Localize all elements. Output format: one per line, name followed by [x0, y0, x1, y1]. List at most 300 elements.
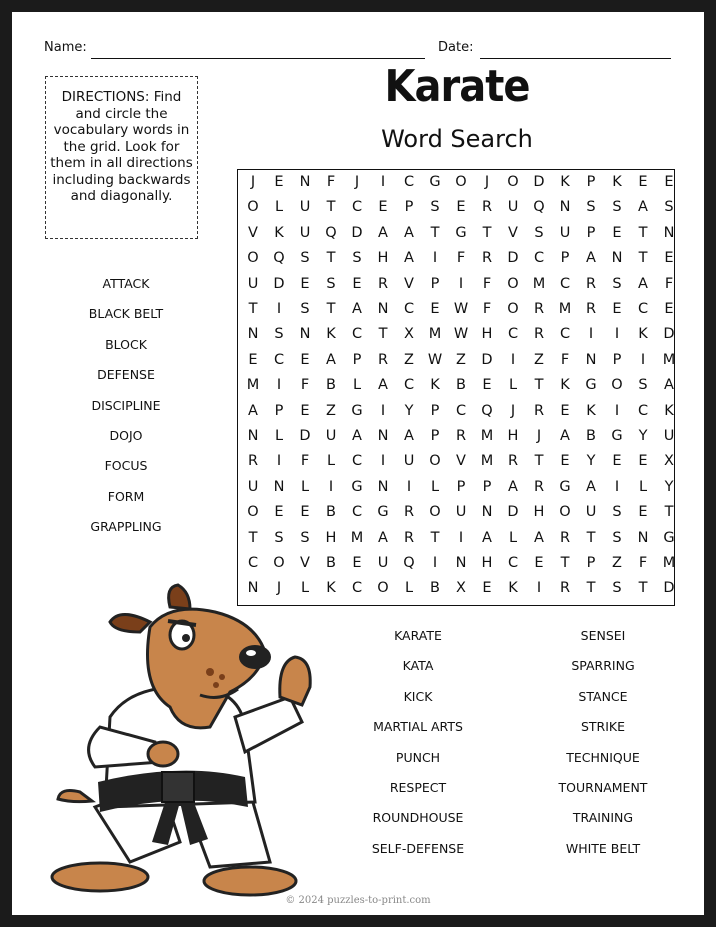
grid-letter: D: [273, 275, 285, 292]
grid-letter: U: [455, 504, 467, 521]
grid-letter: G: [351, 478, 363, 495]
word-list-middle: [356, 628, 480, 871]
grid-letter: E: [248, 351, 258, 368]
grid-letter: I: [614, 478, 620, 495]
grid-letter: M: [532, 275, 546, 292]
grid-letter: P: [404, 199, 414, 216]
grid-row: [240, 250, 682, 266]
grid-letter: L: [430, 478, 440, 495]
grid-letter: R: [403, 529, 415, 546]
grid-letter: C: [403, 377, 415, 394]
grid-letter: R: [559, 529, 571, 546]
vocab-word: DOJO: [109, 427, 143, 443]
grid-row: [240, 479, 682, 495]
grid-letter: C: [559, 326, 571, 343]
vocab-word: BLOCK: [105, 336, 147, 352]
grid-letter: U: [663, 428, 675, 444]
grid-letter: H: [507, 428, 519, 444]
grid-letter: F: [456, 250, 466, 267]
grid-letter: Z: [612, 555, 622, 571]
grid-letter: N: [611, 250, 623, 267]
grid-letter: N: [637, 529, 649, 546]
word-search-grid: [237, 169, 675, 606]
grid-letter: R: [585, 275, 597, 292]
grid-letter: K: [326, 326, 336, 343]
vocab-word: TRAINING: [572, 810, 634, 826]
grid-letter: C: [351, 199, 363, 216]
grid-letter: F: [638, 555, 648, 571]
grid-letter: E: [612, 453, 622, 470]
grid-letter: B: [430, 580, 440, 597]
grid-letter: E: [482, 580, 492, 597]
vocab-word: WHITE BELT: [565, 840, 641, 856]
grid-letter: N: [299, 174, 311, 190]
grid-letter: F: [482, 301, 492, 317]
grid-letter: L: [508, 377, 518, 394]
grid-letter: K: [326, 580, 336, 597]
vocab-word: DISCIPLINE: [91, 397, 161, 413]
grid-letter: S: [300, 250, 310, 267]
grid-letter: K: [430, 377, 440, 394]
grid-letter: K: [560, 174, 570, 190]
grid-letter: O: [377, 580, 389, 597]
grid-letter: J: [484, 174, 490, 190]
grid-letter: S: [612, 529, 622, 546]
grid-letter: H: [481, 555, 493, 571]
grid-letter: I: [458, 529, 464, 546]
grid-letter: P: [430, 428, 440, 444]
vocab-word: KARATE: [394, 628, 442, 643]
grid-row: [240, 276, 682, 292]
grid-letter: E: [638, 453, 648, 470]
grid-letter: P: [482, 478, 492, 495]
grid-letter: O: [247, 199, 259, 216]
grid-letter: I: [276, 301, 282, 317]
grid-letter: J: [510, 402, 516, 419]
grid-letter: B: [326, 504, 336, 521]
grid-letter: R: [533, 478, 545, 495]
grid-letter: W: [427, 351, 443, 368]
vocab-word: FOCUS: [104, 458, 148, 474]
vocab-word: KICK: [403, 688, 433, 704]
vocab-word: SELF-DEFENSE: [371, 840, 465, 856]
grid-letter: Q: [403, 555, 415, 571]
grid-letter: S: [274, 529, 284, 546]
grid-letter: C: [351, 453, 363, 470]
grid-letter: T: [378, 326, 388, 343]
vocab-word: STANCE: [578, 688, 628, 704]
grid-letter: E: [560, 402, 570, 419]
grid-letter: N: [663, 224, 675, 241]
grid-letter: S: [612, 504, 622, 521]
vocab-word: BLACK BELT: [88, 306, 164, 322]
grid-letter: J: [276, 580, 282, 597]
grid-letter: C: [273, 351, 285, 368]
grid-letter: E: [300, 351, 310, 368]
grid-letter: B: [586, 428, 596, 444]
grid-letter: L: [274, 199, 284, 216]
grid-letter: R: [377, 351, 389, 368]
grid-letter: K: [274, 224, 284, 241]
grid-letter: L: [326, 453, 336, 470]
grid-letter: O: [507, 301, 519, 317]
vocab-word: DEFENSE: [97, 367, 155, 383]
grid-letter: T: [430, 224, 440, 241]
grid-letter: S: [612, 580, 622, 597]
grid-letter: U: [299, 224, 311, 241]
grid-letter: A: [352, 301, 362, 317]
grid-letter: E: [638, 174, 648, 190]
vocab-word: TOURNAMENT: [558, 779, 648, 795]
grid-letter: A: [482, 529, 492, 546]
grid-letter: S: [586, 199, 596, 216]
grid-letter: A: [404, 224, 414, 241]
vocab-word: RESPECT: [389, 779, 447, 795]
grid-letter: U: [559, 224, 571, 241]
grid-letter: Y: [664, 478, 674, 495]
grid-letter: I: [432, 555, 438, 571]
grid-letter: P: [274, 402, 284, 419]
grid-letter: G: [455, 224, 467, 241]
grid-letter: C: [403, 174, 415, 190]
grid-letter: C: [559, 275, 571, 292]
grid-letter: R: [247, 453, 259, 470]
grid-letter: F: [300, 453, 310, 470]
grid-letter: F: [482, 275, 492, 292]
vocab-word: TECHNIQUE: [566, 749, 640, 765]
grid-letter: O: [247, 504, 259, 521]
grid-letter: T: [430, 529, 440, 546]
grid-letter: N: [377, 301, 389, 317]
grid-letter: W: [453, 326, 469, 343]
grid-letter: O: [507, 174, 519, 190]
vocab-word: FORM: [107, 488, 145, 504]
grid-letter: E: [612, 301, 622, 317]
grid-row: [240, 453, 682, 469]
grid-letter: C: [351, 326, 363, 343]
grid-letter: H: [325, 529, 337, 546]
grid-letter: E: [534, 555, 544, 571]
grid-letter: L: [300, 478, 310, 495]
grid-letter: R: [507, 453, 519, 470]
grid-letter: A: [326, 351, 336, 368]
grid-letter: A: [638, 199, 648, 216]
grid-letter: N: [455, 555, 467, 571]
grid-row: [240, 428, 682, 444]
grid-letter: R: [377, 275, 389, 292]
grid-row: [240, 530, 682, 546]
grid-letter: D: [533, 174, 545, 190]
directions-box: DIRECTIONS: Find and circle the vocabulary words in the grid. Look for them in all directions including backwards and diagonally.: [45, 76, 198, 239]
grid-letter: T: [664, 504, 674, 521]
grid-letter: O: [429, 453, 441, 470]
page-subtitle: Word Search: [381, 125, 533, 153]
grid-letter: F: [326, 174, 336, 190]
grid-letter: A: [378, 224, 388, 241]
grid-letter: K: [586, 402, 596, 419]
grid-letter: R: [481, 250, 493, 267]
grid-letter: P: [352, 351, 362, 368]
grid-row: [240, 555, 682, 571]
grid-letter: E: [664, 301, 674, 317]
grid-letter: K: [508, 580, 518, 597]
grid-letter: M: [480, 428, 494, 444]
grid-letter: G: [351, 402, 363, 419]
grid-letter: E: [274, 504, 284, 521]
grid-letter: I: [380, 402, 386, 419]
grid-letter: T: [586, 529, 596, 546]
grid-letter: T: [638, 580, 648, 597]
grid-letter: E: [664, 174, 674, 190]
name-label: Name:: [44, 40, 87, 55]
grid-letter: A: [664, 377, 674, 394]
grid-letter: T: [326, 250, 336, 267]
grid-letter: O: [507, 275, 519, 292]
grid-letter: T: [248, 301, 258, 317]
grid-letter: N: [247, 326, 259, 343]
grid-letter: A: [534, 529, 544, 546]
grid-letter: U: [377, 555, 389, 571]
grid-letter: R: [481, 199, 493, 216]
grid-letter: I: [380, 174, 386, 190]
grid-letter: K: [664, 402, 674, 419]
grid-letter: E: [352, 275, 362, 292]
grid-letter: D: [299, 428, 311, 444]
vocab-word: SPARRING: [571, 658, 635, 674]
vocab-word: PUNCH: [395, 749, 441, 765]
vocab-word: MARTIAL ARTS: [373, 719, 463, 735]
grid-letter: R: [533, 326, 545, 343]
grid-letter: D: [663, 580, 675, 597]
grid-letter: P: [430, 275, 440, 292]
grid-letter: S: [274, 326, 284, 343]
grid-letter: N: [247, 580, 259, 597]
grid-letter: S: [352, 250, 362, 267]
grid-letter: S: [612, 275, 622, 292]
grid-letter: U: [299, 199, 311, 216]
karate-dog-illustration: [40, 577, 330, 897]
grid-letter: U: [585, 504, 597, 521]
grid-letter: S: [300, 301, 310, 317]
grid-letter: T: [326, 199, 336, 216]
grid-letter: R: [559, 580, 571, 597]
grid-letter: M: [246, 377, 260, 394]
grid-letter: E: [664, 250, 674, 267]
page-title: Karate: [384, 62, 530, 112]
grid-letter: S: [664, 199, 674, 216]
grid-letter: T: [248, 529, 258, 546]
grid-letter: M: [558, 301, 572, 317]
grid-letter: V: [508, 224, 518, 241]
grid-letter: A: [378, 377, 388, 394]
grid-letter: P: [560, 250, 570, 267]
grid-letter: T: [638, 224, 648, 241]
grid-letter: P: [612, 351, 622, 368]
grid-letter: Z: [326, 402, 336, 419]
grid-letter: I: [588, 326, 594, 343]
vocab-word: GRAPPLING: [90, 519, 162, 535]
grid-row: [240, 225, 682, 241]
grid-letter: R: [585, 301, 597, 317]
grid-letter: H: [377, 250, 389, 267]
grid-letter: V: [248, 224, 258, 241]
grid-letter: S: [300, 529, 310, 546]
worksheet: [12, 12, 704, 915]
grid-letter: E: [482, 377, 492, 394]
grid-letter: I: [432, 250, 438, 267]
grid-letter: S: [534, 224, 544, 241]
grid-letter: H: [533, 504, 545, 521]
grid-letter: V: [456, 453, 466, 470]
grid-row: [240, 199, 682, 215]
grid-letter: Y: [638, 428, 648, 444]
grid-letter: E: [352, 555, 362, 571]
vocab-word: ROUNDHOUSE: [372, 810, 464, 826]
grid-letter: O: [559, 504, 571, 521]
grid-letter: A: [404, 250, 414, 267]
grid-letter: F: [300, 377, 310, 394]
grid-letter: I: [614, 402, 620, 419]
grid-letter: Q: [481, 402, 493, 419]
grid-letter: A: [586, 250, 596, 267]
vocab-word: STRIKE: [580, 719, 626, 735]
grid-letter: O: [429, 504, 441, 521]
grid-letter: V: [404, 275, 414, 292]
grid-letter: C: [247, 555, 259, 571]
grid-letter: A: [560, 428, 570, 444]
grid-letter: B: [326, 555, 336, 571]
date-line: [480, 58, 671, 59]
grid-letter: L: [404, 580, 414, 597]
grid-letter: P: [586, 174, 596, 190]
grid-letter: G: [663, 529, 675, 546]
grid-letter: D: [663, 326, 675, 343]
grid-letter: C: [637, 301, 649, 317]
grid-letter: A: [508, 478, 518, 495]
name-line: [91, 58, 425, 59]
grid-letter: A: [404, 428, 414, 444]
grid-letter: D: [507, 250, 519, 267]
grid-letter: L: [300, 580, 310, 597]
grid-letter: T: [560, 555, 570, 571]
grid-letter: I: [536, 580, 542, 597]
grid-row: [240, 352, 682, 368]
grid-letter: S: [612, 199, 622, 216]
grid-letter: Y: [586, 453, 596, 470]
grid-letter: U: [403, 453, 415, 470]
grid-letter: N: [273, 478, 285, 495]
grid-letter: F: [560, 351, 570, 368]
grid-row: [240, 504, 682, 520]
grid-letter: I: [406, 478, 412, 495]
grid-letter: N: [585, 351, 597, 368]
grid-letter: I: [458, 275, 464, 292]
grid-letter: N: [559, 199, 571, 216]
grid-letter: S: [326, 275, 336, 292]
grid-letter: S: [430, 199, 440, 216]
grid-letter: C: [637, 402, 649, 419]
grid-letter: E: [300, 402, 310, 419]
vocab-word: ATTACK: [102, 276, 150, 291]
grid-letter: P: [586, 555, 596, 571]
grid-letter: T: [326, 301, 336, 317]
grid-letter: A: [352, 428, 362, 444]
grid-letter: E: [378, 199, 388, 216]
grid-letter: N: [247, 428, 259, 444]
grid-letter: E: [560, 453, 570, 470]
grid-letter: E: [300, 275, 310, 292]
grid-letter: U: [247, 478, 259, 495]
grid-letter: Q: [325, 224, 337, 241]
grid-letter: O: [611, 377, 623, 394]
grid-letter: A: [586, 478, 596, 495]
grid-letter: D: [481, 351, 493, 368]
grid-letter: B: [326, 377, 336, 394]
grid-letter: S: [638, 377, 648, 394]
grid-letter: G: [429, 174, 441, 190]
grid-letter: U: [247, 275, 259, 292]
grid-letter: L: [274, 428, 284, 444]
grid-letter: N: [377, 428, 389, 444]
grid-row: [240, 326, 682, 342]
grid-letter: O: [455, 174, 467, 190]
grid-letter: X: [404, 326, 414, 343]
grid-letter: K: [612, 174, 622, 190]
grid-letter: E: [300, 504, 310, 521]
grid-letter: E: [274, 174, 284, 190]
word-list-right: [540, 628, 666, 871]
grid-letter: V: [300, 555, 310, 571]
grid-letter: M: [662, 555, 676, 571]
grid-letter: L: [352, 377, 362, 394]
grid-letter: R: [533, 402, 545, 419]
grid-letter: Q: [273, 250, 285, 267]
grid-letter: E: [612, 224, 622, 241]
grid-letter: R: [533, 301, 545, 317]
grid-letter: W: [453, 301, 469, 317]
grid-row: [240, 403, 682, 419]
grid-letter: U: [507, 199, 519, 216]
grid-letter: G: [559, 478, 571, 495]
grid-letter: G: [585, 377, 597, 394]
grid-letter: I: [380, 453, 386, 470]
grid-letter: E: [638, 504, 648, 521]
grid-letter: A: [378, 529, 388, 546]
grid-letter: Z: [456, 351, 466, 368]
grid-letter: F: [664, 275, 674, 292]
word-list-left: [66, 276, 186, 550]
grid-letter: Y: [404, 402, 414, 419]
grid-letter: C: [533, 250, 545, 267]
grid-letter: E: [456, 199, 466, 216]
grid-letter: J: [354, 174, 360, 190]
grid-letter: A: [638, 275, 648, 292]
grid-letter: T: [534, 453, 544, 470]
grid-letter: J: [536, 428, 542, 444]
grid-letter: T: [534, 377, 544, 394]
grid-letter: K: [638, 326, 648, 343]
grid-letter: R: [455, 428, 467, 444]
grid-letter: C: [351, 580, 363, 597]
grid-letter: I: [640, 351, 646, 368]
grid-letter: X: [664, 453, 674, 470]
vocab-word: SENSEI: [580, 628, 626, 643]
grid-letter: Z: [534, 351, 544, 368]
grid-row: [240, 301, 682, 317]
grid-letter: X: [456, 580, 466, 597]
grid-letter: K: [560, 377, 570, 394]
grid-letter: N: [377, 478, 389, 495]
